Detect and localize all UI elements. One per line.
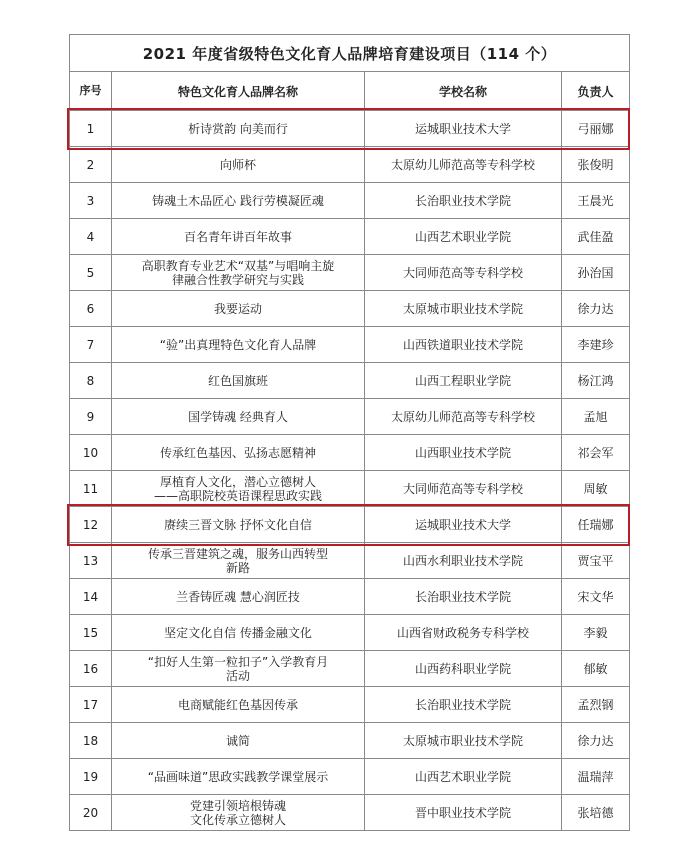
cell-seq: 14 xyxy=(70,579,112,615)
cell-seq: 1 xyxy=(70,111,112,147)
table-row xyxy=(70,435,630,471)
cell-project: “扣好人生第一粒扣子”入学教育月 活动 xyxy=(112,651,365,687)
table-row xyxy=(70,363,630,399)
cell-person: 李毅 xyxy=(562,615,630,651)
cell-person: 李建珍 xyxy=(562,327,630,363)
cell-seq: 15 xyxy=(70,615,112,651)
table-row xyxy=(70,795,630,831)
cell-person: 温瑞萍 xyxy=(562,759,630,795)
table-row xyxy=(70,723,630,759)
cell-project: 厚植育人文化，潜心立德树人 ——高职院校英语课程思政实践 xyxy=(112,471,365,507)
cell-project: 铸魂土木品匠心 践行劳模凝匠魂 xyxy=(112,183,365,219)
table-row xyxy=(70,471,630,507)
cell-school: 山西艺术职业学院 xyxy=(365,759,562,795)
cell-seq: 8 xyxy=(70,363,112,399)
cell-seq: 7 xyxy=(70,327,112,363)
cell-seq: 19 xyxy=(70,759,112,795)
table-row xyxy=(70,183,630,219)
cell-person: 孟旭 xyxy=(562,399,630,435)
cell-school: 山西药科职业学院 xyxy=(365,651,562,687)
header-person: 负责人 xyxy=(562,72,630,111)
cell-person: 孙治国 xyxy=(562,255,630,291)
cell-person: 杨江鸿 xyxy=(562,363,630,399)
cell-project: 电商赋能红色基因传承 xyxy=(112,687,365,723)
cell-project: 诚简 xyxy=(112,723,365,759)
cell-person: 宋文华 xyxy=(562,579,630,615)
cell-project: 传承红色基因、弘扬志愿精神 xyxy=(112,435,365,471)
cell-person: 祁会军 xyxy=(562,435,630,471)
cell-seq: 9 xyxy=(70,399,112,435)
cell-school: 长治职业技术学院 xyxy=(365,687,562,723)
cell-school: 山西艺术职业学院 xyxy=(365,219,562,255)
cell-person: 张培德 xyxy=(562,795,630,831)
cell-seq: 16 xyxy=(70,651,112,687)
cell-project: 党建引领培根铸魂 文化传承立德树人 xyxy=(112,795,365,831)
cell-seq: 3 xyxy=(70,183,112,219)
cell-school: 太原幼儿师范高等专科学校 xyxy=(365,147,562,183)
cell-school: 太原城市职业技术学院 xyxy=(365,291,562,327)
table-row xyxy=(70,615,630,651)
cell-person: 王晨光 xyxy=(562,183,630,219)
cell-seq: 13 xyxy=(70,543,112,579)
cell-seq: 5 xyxy=(70,255,112,291)
table-row xyxy=(70,219,630,255)
table-row xyxy=(70,111,630,147)
cell-seq: 12 xyxy=(70,507,112,543)
cell-person: 徐力达 xyxy=(562,723,630,759)
cell-project: 我要运动 xyxy=(112,291,365,327)
cell-seq: 4 xyxy=(70,219,112,255)
cell-person: 武佳盈 xyxy=(562,219,630,255)
cell-seq: 17 xyxy=(70,687,112,723)
cell-school: 山西铁道职业技术学院 xyxy=(365,327,562,363)
cell-person: 周敏 xyxy=(562,471,630,507)
cell-school: 大同师范高等专科学校 xyxy=(365,255,562,291)
cell-school: 山西水利职业技术学院 xyxy=(365,543,562,579)
table-row xyxy=(70,759,630,795)
cell-project: 传承三晋建筑之魂，服务山西转型 新路 xyxy=(112,543,365,579)
cell-person: 张俊明 xyxy=(562,147,630,183)
cell-school: 运城职业技术大学 xyxy=(365,111,562,147)
project-table xyxy=(69,34,630,831)
header-row xyxy=(70,72,630,111)
cell-project: 国学铸魂 经典育人 xyxy=(112,399,365,435)
cell-person: 孟烈钢 xyxy=(562,687,630,723)
table-row xyxy=(70,399,630,435)
cell-school: 大同师范高等专科学校 xyxy=(365,471,562,507)
cell-project: “验”出真理特色文化育人品牌 xyxy=(112,327,365,363)
cell-seq: 18 xyxy=(70,723,112,759)
cell-seq: 20 xyxy=(70,795,112,831)
header-project: 特色文化育人品牌名称 xyxy=(112,72,365,111)
cell-school: 运城职业技术大学 xyxy=(365,507,562,543)
cell-project: 赓续三晋文脉 抒怀文化自信 xyxy=(112,507,365,543)
cell-seq: 11 xyxy=(70,471,112,507)
cell-seq: 6 xyxy=(70,291,112,327)
document-table-container xyxy=(69,34,629,831)
cell-person: 任瑞娜 xyxy=(562,507,630,543)
cell-project: 高职教育专业艺术“双基”与唱响主旋 律融合性教学研究与实践 xyxy=(112,255,365,291)
cell-project: 红色国旗班 xyxy=(112,363,365,399)
cell-project: 百名青年讲百年故事 xyxy=(112,219,365,255)
cell-seq: 10 xyxy=(70,435,112,471)
cell-project: “品画味道”思政实践教学课堂展示 xyxy=(112,759,365,795)
cell-seq: 2 xyxy=(70,147,112,183)
table-row xyxy=(70,255,630,291)
table-row xyxy=(70,651,630,687)
cell-person: 弓丽娜 xyxy=(562,111,630,147)
cell-person: 徐力达 xyxy=(562,291,630,327)
header-school: 学校名称 xyxy=(365,72,562,111)
table-row xyxy=(70,579,630,615)
table-row xyxy=(70,687,630,723)
cell-school: 山西省财政税务专科学校 xyxy=(365,615,562,651)
table-row xyxy=(70,543,630,579)
cell-school: 长治职业技术学院 xyxy=(365,183,562,219)
cell-project: 兰香铸匠魂 慧心润匠技 xyxy=(112,579,365,615)
cell-person: 贾宝平 xyxy=(562,543,630,579)
cell-school: 山西工程职业学院 xyxy=(365,363,562,399)
table-row xyxy=(70,507,630,543)
cell-school: 晋中职业技术学院 xyxy=(365,795,562,831)
cell-school: 太原城市职业技术学院 xyxy=(365,723,562,759)
cell-project: 坚定文化自信 传播金融文化 xyxy=(112,615,365,651)
cell-school: 长治职业技术学院 xyxy=(365,579,562,615)
cell-project: 析诗赏韵 向美而行 xyxy=(112,111,365,147)
cell-school: 山西职业技术学院 xyxy=(365,435,562,471)
table-row xyxy=(70,327,630,363)
cell-school: 太原幼儿师范高等专科学校 xyxy=(365,399,562,435)
cell-project: 向师杯 xyxy=(112,147,365,183)
cell-person: 郁敏 xyxy=(562,651,630,687)
table-row xyxy=(70,291,630,327)
header-seq: 序号 xyxy=(70,72,112,111)
table-row xyxy=(70,147,630,183)
table-title: 2021 年度省级特色文化育人品牌培育建设项目（114 个） xyxy=(70,35,630,72)
